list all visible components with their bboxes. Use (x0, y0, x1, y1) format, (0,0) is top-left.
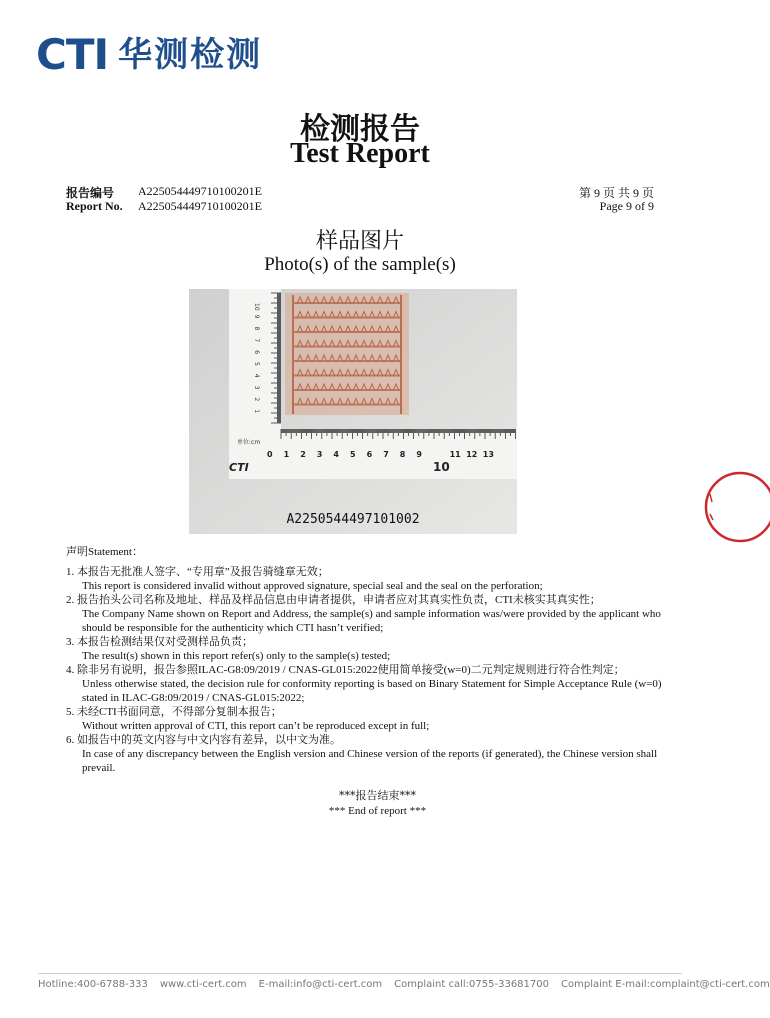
logo-cn-text: 华测检测 (118, 35, 263, 75)
ruler-vertical-label: 9 (253, 314, 260, 319)
ruler-vertical-label: 7 (253, 338, 260, 343)
section-title-cn: 样品图片 (315, 229, 404, 254)
ruler-tick-label: 1 (283, 450, 290, 459)
ruler-tick-label: 9 (416, 450, 422, 459)
footer-divider (38, 973, 682, 974)
report-title-en: Test Report (290, 138, 430, 169)
page-number-en: Page 9 of 9 (599, 199, 654, 213)
ruler-vertical-label: 6 (253, 350, 260, 355)
ruler-vertical-label: 2 (253, 397, 260, 402)
ruler-tick-label: 2 (300, 450, 306, 459)
ruler-tick-label: 4 (333, 450, 339, 459)
report-no-label-cn: 报告编号 (66, 186, 115, 200)
footer-email[interactable]: E-mail:info@cti-cert.com (258, 979, 383, 990)
statement-item-3: 3. 本报告检测结果仅对受测样品负责； The result(s) shown in this report refer(s) only to the sample(s) tested; (66, 636, 391, 662)
ruler-vertical-label: 5 (253, 362, 260, 366)
report-no-value-1: A225054449710100201E (138, 184, 262, 198)
report-no-value-2: A225054449710100201E (138, 199, 262, 213)
section-title-en: Photo(s) of the sample(s) (264, 254, 456, 275)
statement-heading: 声明Statement： (66, 546, 143, 558)
footer-complaint-call: Complaint call:0755-33681700 (394, 979, 549, 990)
ruler-tick-label: 8 (399, 450, 406, 459)
footer-website[interactable]: www.cti-cert.com (159, 979, 247, 990)
ruler-vertical-label: 1 (253, 409, 260, 414)
sample-photo (189, 289, 517, 534)
ruler-tick-label: 12 (466, 450, 478, 459)
ruler-tick-label: 3 (316, 450, 323, 459)
perforation-seal (698, 462, 758, 552)
ruler-vertical-label: 10 (253, 303, 260, 311)
statement-block (66, 545, 666, 775)
ruler-vertical-label: 4 (253, 373, 260, 378)
ruler-vertical-label: 8 (253, 326, 260, 331)
page-number-cn: 第 9 页 共 9 页 (578, 186, 654, 200)
ruler-tick-label: 10 (433, 460, 450, 474)
ruler-tick-label: 13 (482, 450, 494, 459)
ruler-tick-label: 5 (350, 450, 356, 459)
report-no-label-en: Report No. (66, 199, 123, 213)
end-of-report-en: *** End of report *** (328, 805, 427, 817)
ruler-tick-label: 6 (366, 450, 373, 459)
statement-item-1: 1. 本报告无批准人签字、“专用章”及报告骑缝章无效； This report is considered invalid without approved signature, special seal and the seal on the perforation; (66, 566, 543, 592)
ruler-tick-label: 11 (449, 450, 461, 459)
ruler-tick-label: 0 (267, 450, 273, 459)
page-footer (38, 979, 770, 990)
statement-item-5: 5. 未经CTI书面同意，不得部分复制本报告； Without written approval of CTI, this report can’t be reproduced except in full; (66, 706, 430, 732)
ruler-vertical-label: 3 (253, 385, 260, 390)
company-logo (36, 30, 263, 79)
footer-hotline: Hotline:400-6788-333 (38, 979, 148, 990)
statement-item-6: 6. 如报告中的英文内容与中文内容有差异，以中文为准。 In case of any discrepancy between the English version and Chinese version of the reports (if generated), the Chinese version shall prevail. (66, 734, 658, 774)
logo-cti-text: CTI (36, 30, 109, 79)
ruler-unit-label: 单位:cm (237, 439, 261, 446)
end-of-report-cn: ***报告结束*** (339, 789, 416, 802)
report-title-cn: 检测报告 (300, 112, 420, 147)
ruler-tick-label: 7 (383, 450, 389, 459)
statement-item-4: 4. 除非另有说明，报告参照ILAC-G8:09/2019 / CNAS-GL015:2022使用简单接受(w=0)二元判定规则进行符合性判定； Unless otherwise stated, the decision rule for conformity reporting is based on Binary Statement for Simple Acceptance Rule (w=0) stated in ILAC-G8:09/2019 / CNAS-GL015:2022; (66, 664, 662, 704)
statement-item-2: 2. 报告抬头公司名称及地址、样品及样品信息由申请者提供，申请者应对其真实性负责，CTI未核实其真实性； The Company Name shown on Report and Address, the sample(s) and sample information was/were provided by the applicant who should be responsible for the authenticity which CTI hasn’t verified; (66, 594, 661, 634)
footer-complaint-email[interactable]: Complaint E-mail:complaint@cti-cert.com (561, 979, 770, 990)
ruler-brand-label: CTI (229, 461, 249, 474)
sample-id-label: A2250544497101002 (286, 512, 420, 527)
